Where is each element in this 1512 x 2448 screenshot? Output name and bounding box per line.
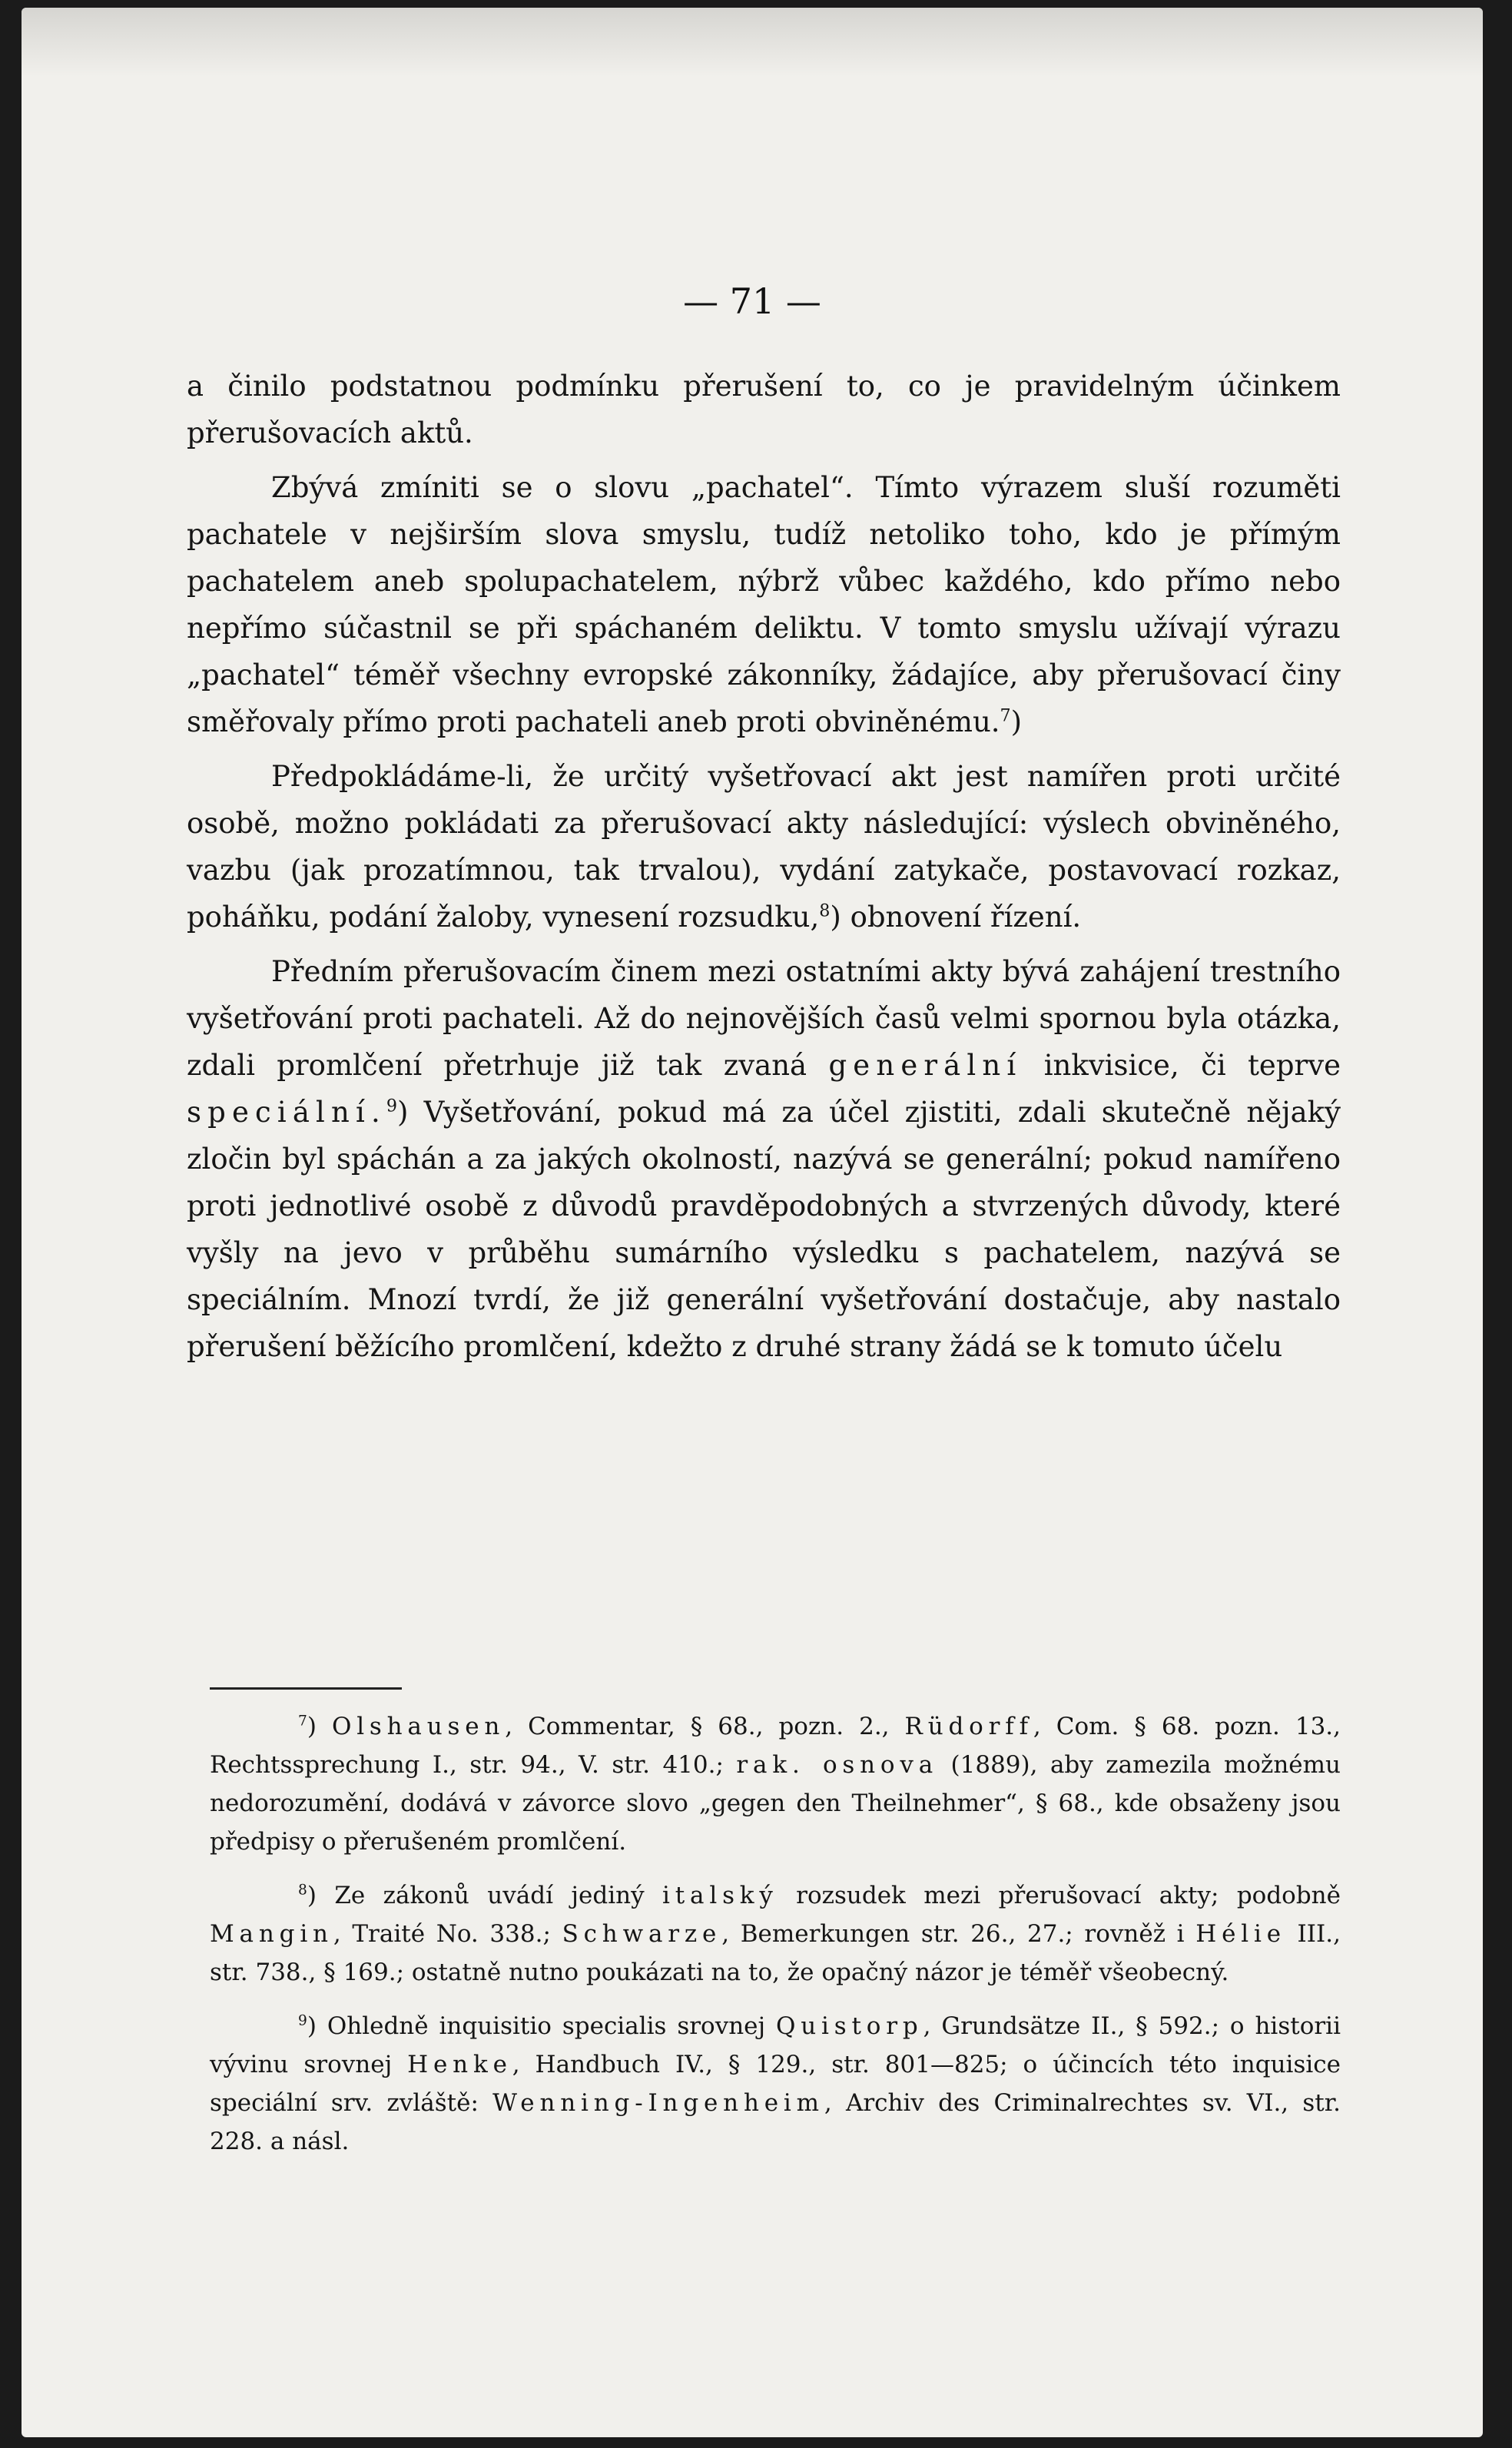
spaced-name: Wenning-Ingenheim [492,2089,824,2117]
text-run: ) Ohledně inquisitio specialis srovnej [307,2012,777,2040]
text-run: a činilo podstatnou podmínku přerušení to, co je pravidelným účinkem přerušovacích aktů. [187,370,1341,449]
text-run: Zbývá zmíniti se o slovu „pachatel“. Tímto výrazem sluší rozuměti pachatele v nejširším slova smyslu, tudíž netoliko toho, kdo je přímým pachatelem aneb spolupachatelem, nýbrž vůbec každého, kdo přímo nebo nepřímo súčastnil se při spáchaném deliktu. V tomto smyslu užívají výrazu „pachatel“ téměř všechny evropské zákonníky, žádajíce, aby přerušovací činy směřovaly přímo proti pachateli aneb proti obviněnému. [187,471,1341,738]
footnote [210,2007,1341,2161]
spaced-name: Olshausen [331,1713,506,1740]
text-run: rozsudek mezi přerušovací akty; podobně [778,1882,1341,1909]
footnote-marker: 7 [1000,705,1011,726]
text-run: (1889), aby zamezila možnému nedorozumění, dodává v závorce slovo „gegen den Theilnehmer“, § 68., kde obsaženy jsou předpisy o přerušeném promlčení. [210,1751,1341,1856]
spaced-name: Schwarze [562,1920,722,1948]
spaced-name: Mangin [210,1920,333,1948]
footnote [210,1707,1341,1861]
spaced-name: generální [828,1049,1023,1082]
paragraph [187,464,1341,745]
text-run: , Archiv des Criminalrechtes sv. VI., str. 228. a násl. [210,2089,1341,2155]
paragraph [187,753,1341,940]
text-run: III., str. 738., § 169.; ostatně nutno poukázati na to, že opačný názor je téměř všeobecný. [210,1920,1341,1986]
text-run: , Grundsätze II., § 592.; o historii vývinu srovnej [210,2012,1341,2078]
footnote-marker: 8 [298,1882,307,1899]
paragraph [187,363,1341,456]
spaced-name: rak. osnova [736,1751,939,1779]
spaced-name: Quistorp [776,2012,923,2040]
text-run: ) Ze zákonů uvádí jediný [307,1882,663,1909]
page-number: — 71 — [683,280,821,322]
footnote-marker: 7 [298,1713,307,1730]
text-run: , Commentar, § 68., pozn. 2., [505,1713,905,1740]
page-edge-shadow [22,8,1483,77]
text-run: Předním přerušovacím činem mezi ostatními akty bývá zahájení trestního vyšetřování proti pachateli. Až do nejnovějších časů velmi spornou byla otázka, zdali promlčení přetrhuje již tak zvaná [187,955,1341,1082]
body-text [187,363,1341,1370]
text-run: , Bemerkungen str. 26., 27.; rovněž i [721,1920,1196,1948]
footnote-marker: 8 [819,901,831,921]
spaced-name: speciální. [187,1096,386,1129]
spaced-name: Hélie [1195,1920,1286,1948]
spaced-name: Henke [407,2051,512,2078]
text-run: ) [1010,705,1023,738]
text-run: , Handbuch IV., § 129., str. 801—825; o účincích této inquisice speciální srv. zvláště: [210,2051,1341,2117]
footnote-marker: 9 [298,2012,307,2029]
footnote [210,1876,1341,1992]
text-run: , Traité No. 338.; [333,1920,562,1948]
text-run: ) [307,1713,332,1740]
spaced-name: Rüdorff [904,1713,1033,1740]
paragraph [187,948,1341,1370]
text-run: , Com. § 68. pozn. 13., Rechtssprechung I., str. 94., V. str. 410.; [210,1713,1341,1779]
text-run: ) Vyšetřování, pokud má za účel zjistiti, zdali skutečně nějaký zločin byl spáchán a za jakých okolností, nazývá se generální; pokud namířeno proti jednotlivé osobě z důvodů pravděpodobných a stvrzených důvody, které vyšly na jevo v průběhu sumárního výsledku s pachatelem, nazývá se speciálním. Mnozí tvrdí, že již generální vyšetřování dostačuje, aby nastalo přerušení běžícího promlčení, kdežto z druhé strany žádá se k tomuto účelu [187,1096,1341,1363]
spaced-name: italský [662,1882,778,1909]
text-run: Předpokládáme-li, že určitý vyšetřovací akt jest namířen proti určité osobě, možno pokládati za přerušovací akty následující: výslech obviněného, vazbu (jak prozatímnou, tak trvalou), vydání zatykače, postavovací rozkaz, poháňku, podání žaloby, vynesení rozsudku, [187,760,1341,934]
footnote-marker: 9 [386,1096,397,1116]
text-run: inkvisice, či teprve [1022,1049,1341,1082]
text-run: ) obnovení řízení. [830,901,1082,934]
footnotes [210,1707,1341,2176]
footnote-separator [210,1687,402,1690]
book-page [22,8,1483,2437]
